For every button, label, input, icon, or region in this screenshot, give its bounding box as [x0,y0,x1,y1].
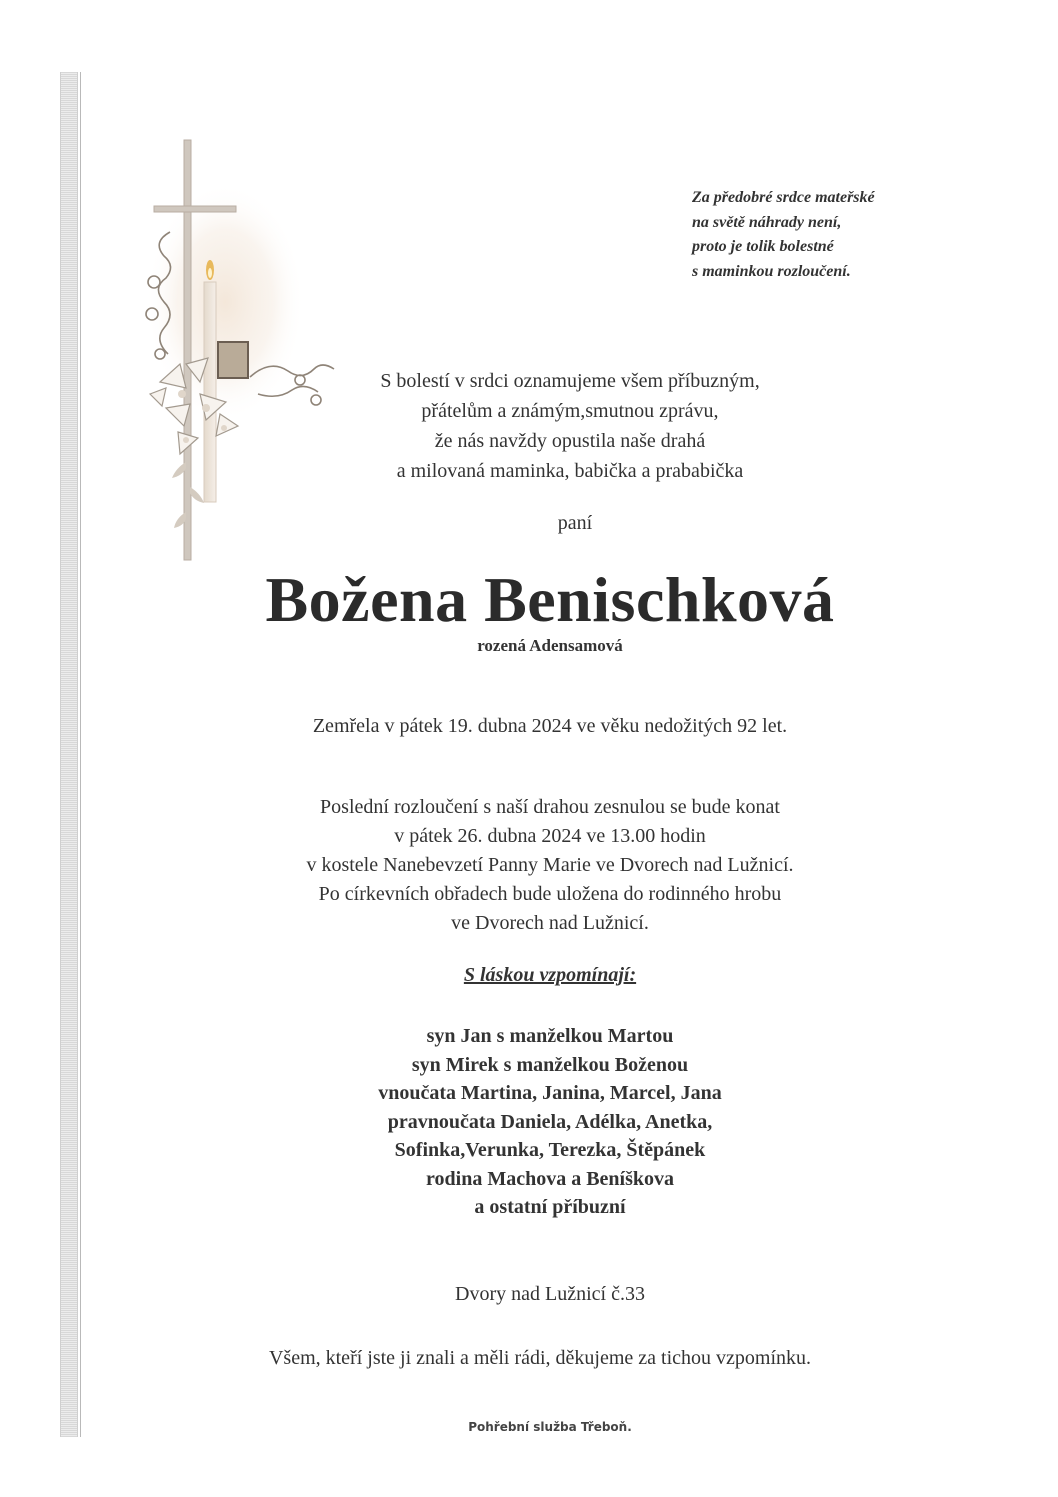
deceased-name: Božena Benischková [265,564,835,635]
maiden-name-block [340,636,760,656]
cross-vertical [184,140,191,560]
salutation [450,509,700,538]
funeral-line: v kostele Nanebevzetí Panny Marie ve Dvorech nad Lužnicí. [306,854,794,876]
mourners-list [250,1022,850,1222]
announcement-line: že nás navždy opustila naše drahá [434,430,706,452]
announcement-line: S bolestí v srdci oznamujeme všem příbuzným, [380,370,760,392]
funeral-details [150,793,950,938]
funeral-service: Pohřební služba Třeboň. [468,1420,632,1434]
address-block [350,1280,750,1309]
salutation-text: paní [557,512,593,534]
page-edge-border [60,72,78,1437]
cross-candle-ornament [130,132,340,572]
motto-verse [692,186,952,284]
announcement-line: přátelům a známým,smutnou zprávu, [421,400,719,422]
mourner-line: syn Jan s manželkou Martou [426,1025,674,1047]
motto-line: s maminkou rozloučení. [692,262,851,280]
death-notice-block [150,712,950,741]
cross-horizontal [154,206,236,212]
mourners-heading: S láskou vzpomínají: [463,964,637,986]
funeral-line: Poslední rozloučení s naší drahou zesnulou se bude konat [320,796,780,818]
mourner-line: vnoučata Martina, Janina, Marcel, Jana [378,1082,722,1104]
announcement-line: a milovaná maminka, babička a prababička [396,460,744,482]
mourner-line: a ostatní příbuzní [474,1196,626,1218]
mourner-line: syn Mirek s manželkou Boženou [411,1053,689,1076]
mourner-line: rodina Machova a Beníškova [426,1167,674,1190]
thanks-block [150,1344,930,1373]
address: Dvory nad Lužnicí č.33 [455,1283,645,1305]
announcement-text [290,366,850,486]
funeral-line: Po církevních obřadech bude uložena do rodinného hrobu [318,883,782,905]
death-notice: Zemřela v pátek 19. dubna 2024 ve věku nedožitých 92 let. [312,715,788,737]
motto-line: proto je tolik bolestné [692,238,834,255]
mourner-line: pravnoučata Daniela, Adélka, Anetka, [387,1110,713,1133]
mourners-heading-block [350,964,750,987]
funeral-service-block [400,1420,700,1434]
motto-line: Za předobré srdce mateřské [692,189,875,206]
motto-line: na světě náhrady není, [692,213,842,231]
maiden-name: rozená Adensamová [477,636,623,655]
page-edge-line [80,72,81,1437]
mourner-line: Sofinka,Verunka, Terezka, Štěpánek [394,1139,706,1161]
deceased-name-block [140,563,960,637]
thanks-text: Všem, kteří jste ji znali a měli rádi, děkujeme za tichou vzpomínku. [268,1347,812,1369]
funeral-line: ve Dvorech nad Lužnicí. [451,912,649,934]
funeral-line: v pátek 26. dubna 2024 ve 13.00 hodin [394,825,706,847]
